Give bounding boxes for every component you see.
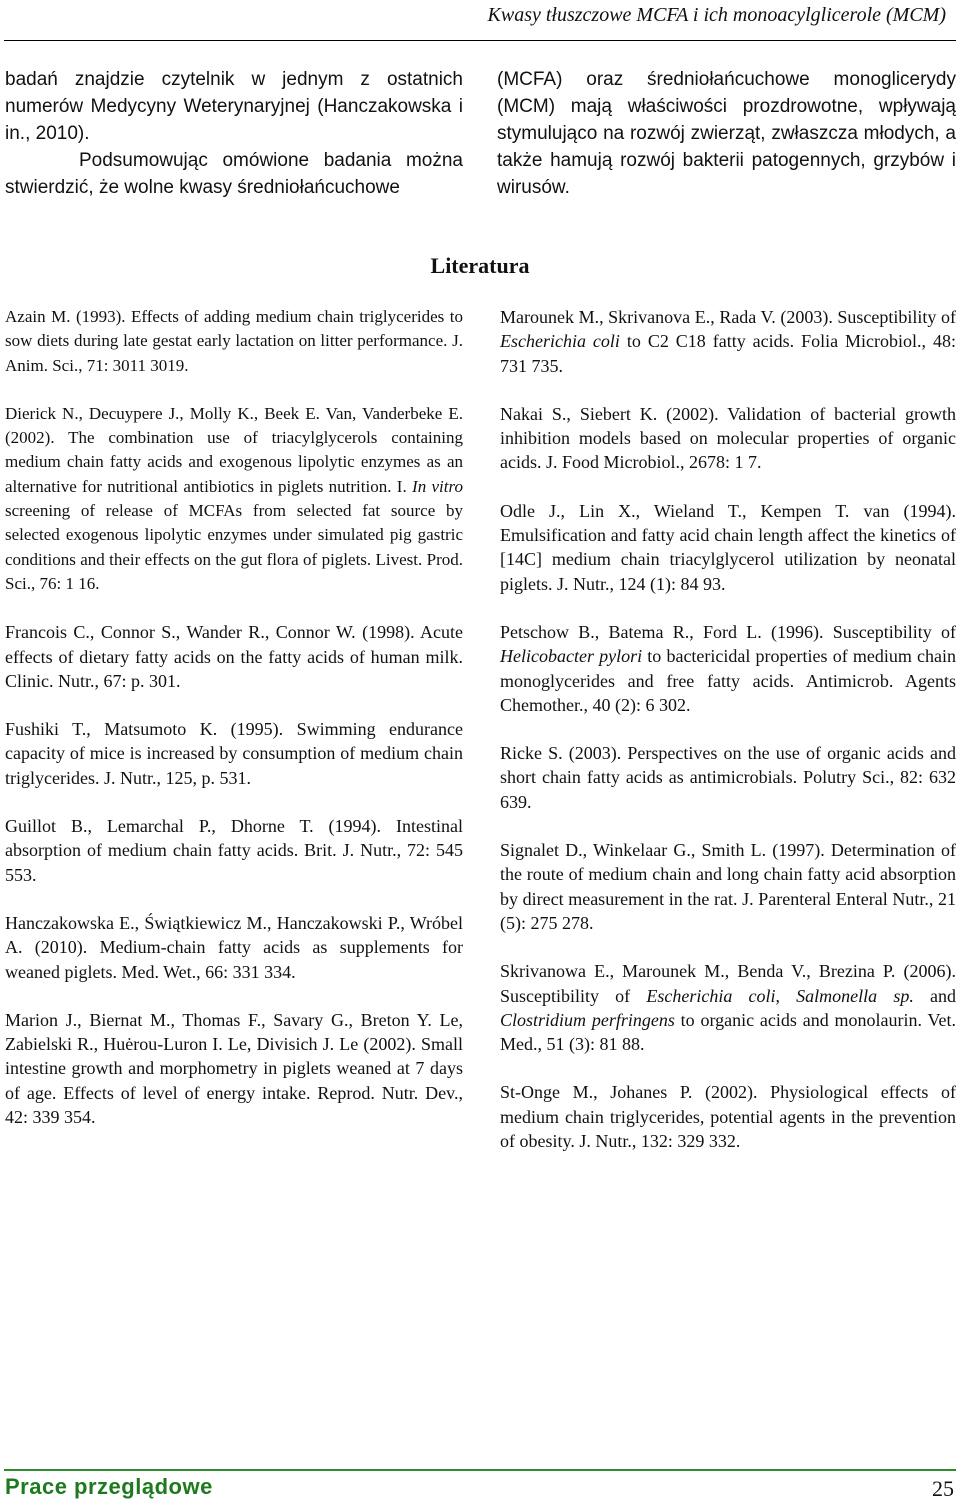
reference-entry: Skrivanowa E., Marounek M., Benda V., Brezina P. (2006). Susceptibility of Escherichia coli, Salmonella sp. and Clostridium perfringens to organic acids and monolaurin. Vet. Med., 51 (3): 81 88. <box>500 961 957 1055</box>
reference-entry: Azain M. (1993). Effects of adding medium chain triglycerides to sow diets during late gestat early lactation on litter performance. J. Anim. Sci., 71: 3011 3019. <box>5 307 463 375</box>
reference-entry: Ricke S. (2003). Perspectives on the use of organic acids and short chain fatty acids as antimicrobials. Polutry Sci., 82: 632 639. <box>500 743 956 812</box>
literature-heading: Literatura <box>430 253 530 278</box>
intro-paragraph: badań znajdzie czytelnik w jednym z ostatnich numerów Medycyny Weterynaryjnej (Hanczakowska i in., 2010). <box>5 69 463 144</box>
reference-entry: Guillot B., Lemarchal P., Dhorne T. (1994). Intestinal absorption of medium chain fatty acids. Brit. J. Nutr., 72: 545 553. <box>5 816 463 885</box>
references-left-column <box>5 305 463 1153</box>
intro-right-column <box>497 66 956 201</box>
intro-left-column <box>5 66 463 201</box>
reference-entry: Nakai S., Siebert K. (2002). Validation of bacterial growth inhibition models based on molecular properties of organic acids. J. Food Microbiol., 2678: 1 7. <box>500 403 956 473</box>
page-number: 25 <box>932 1476 954 1501</box>
reference-entry: St-Onge M., Johanes P. (2002). Physiological effects of medium chain triglycerides, potential agents in the prevention of obesity. J. Nutr., 132: 329 332. <box>500 1082 956 1152</box>
reference-entry: Odle J., Lin X., Wieland T., Kempen T. van (1994). Emulsification and fatty acid chain length affect the kinetics of [14C] medium chain triacylglycerol utilization by neonatal piglets. J. Nutr., 124 (1): 84 93. <box>500 500 956 594</box>
reference-entry: Marounek M., Skrivanova E., Rada V. (2003). Susceptibility of Escherichia coli to C2 C18 fatty acids. Folia Microbiol., 48: 731 735. <box>500 307 956 376</box>
section-label: Prace przeglądowe <box>5 1474 213 1499</box>
reference-entry: Dierick N., Decuypere J., Molly K., Beek E. Van, Vanderbeke E. (2002). The combination use of triacylglycerols containing medium chain fatty acids and exogenous lipolytic enzymes as an alternative for nutritional antibiotics in piglets nutrition. I. In vitro screening of release of MCFAs from selected fat source by selected exogenous lipolytic enzymes under simulated pig gastric conditions and their effects on the gut flora of piglets. Livest. Prod. Sci., 76: 1 16. <box>5 403 463 593</box>
reference-entry: Petschow B., Batema R., Ford L. (1996). Susceptibility of Helicobacter pylori to bactericidal properties of medium chain monoglycerides and free fatty acids. Antimicrob. Agents Chemother., 40 (2): 6 302. <box>500 621 956 715</box>
reference-entry: Marion J., Biernat M., Thomas F., Savary G., Breton Y. Le, Zabielski R., Huėrou-Luron I. Le, Divisich J. Le (2002). Small intestine growth and morphometry in piglets weaned at 7 days of age. Effects of level of energy intake. Reprod. Nutr. Dev., 42: 339 354. <box>5 1009 463 1128</box>
reference-entry: Hanczakowska E., Świątkiewicz M., Hanczakowski P., Wróbel A. (2010). Medium-chain fatty acids as supplements for weaned piglets. Med. Wet., 66: 331 334. <box>5 912 463 982</box>
header-rule <box>4 40 956 41</box>
reference-entry: Signalet D., Winkelaar G., Smith L. (1997). Determination of the route of medium chain and long chain fatty acid absorption by direct measurement in the rat. J. Parenteral Enteral Nutr., 21 (5): 275 278. <box>500 840 956 933</box>
footer-rule <box>4 1469 956 1471</box>
running-header: Kwasy tłuszczowe MCFA i ich monoacylglicerole (MCM) <box>487 4 946 26</box>
intro-paragraph: Podsumowując omówione badania można stwierdzić, że wolne kwasy średniołańcuchowe <box>5 150 463 198</box>
reference-entry: Francois C., Connor S., Wander R., Connor W. (1998). Acute effects of dietary fatty acids on the fatty acids of human milk. Clinic. Nutr., 67: p. 301. <box>5 622 463 691</box>
intro-paragraph: (MCFA) oraz średniołańcuchowe monoglicerydy (MCM) mają właściwości prozdrowotne, wpływają stymulująco na rozwój zwierząt, zwłaszcza młodych, a także hamują rozwój bakterii patogennych, grzybów i wirusów. <box>497 69 956 198</box>
references-right-column <box>500 305 956 1177</box>
reference-entry: Fushiki T., Matsumoto K. (1995). Swimming endurance capacity of mice is increased by consumption of medium chain triglycerides. J. Nutr., 125, p. 531. <box>5 719 463 788</box>
